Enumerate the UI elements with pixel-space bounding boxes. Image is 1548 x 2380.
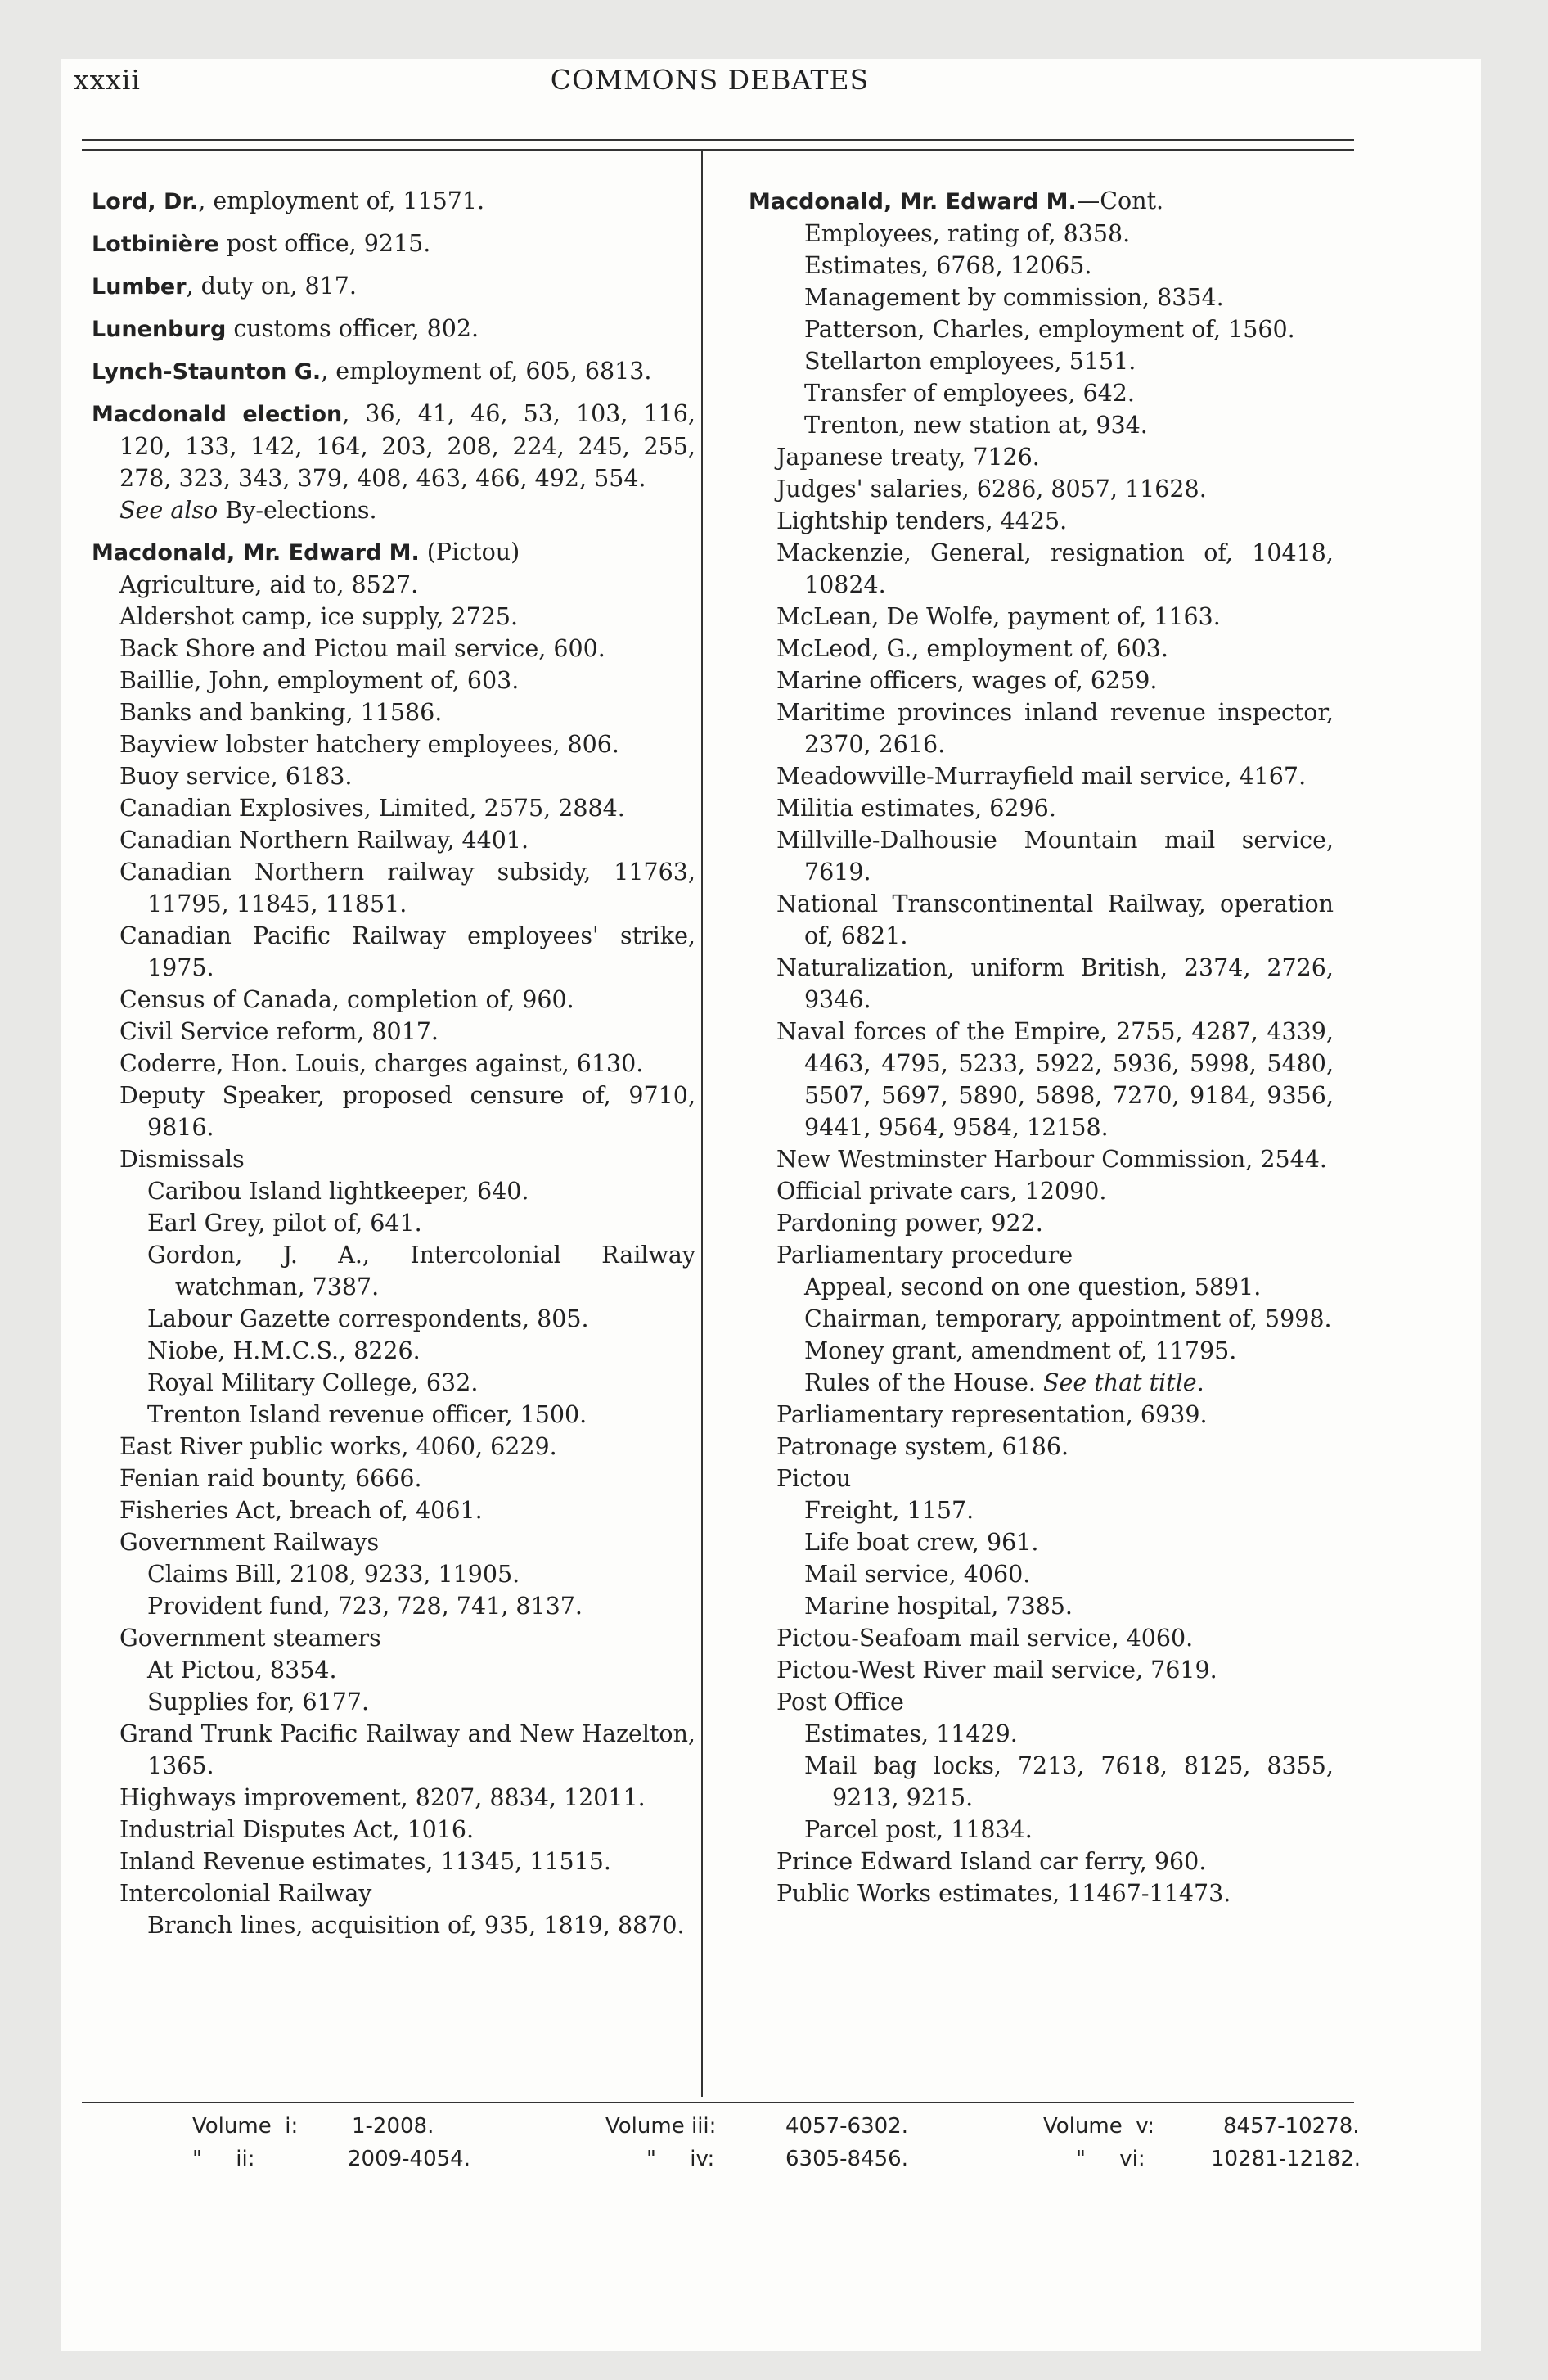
entry-heading: Macdonald, Mr. Edward M. [92, 540, 420, 566]
index-subentry [92, 1207, 695, 1239]
index-subentry [92, 696, 695, 728]
index-subentry [92, 1175, 695, 1207]
entry-text: Meadowville-Murrayfield mail service, 4167. [776, 763, 1307, 790]
volume-3-label: Volume iii: [605, 2114, 717, 2139]
index-subentry [749, 377, 1334, 409]
index-subentry [749, 409, 1334, 441]
entry-text: Highways improvement, 8207, 8834, 12011. [119, 1784, 646, 1811]
index-subentry [92, 1367, 695, 1399]
index-subentry [92, 1782, 695, 1814]
index-heading-entry [92, 270, 695, 303]
index-subentry [749, 1367, 1334, 1399]
entry-text: New Westminster Harbour Commission, 2544. [776, 1146, 1327, 1173]
entry-text: Branch lines, acquisition of, 935, 1819, 8870. [147, 1912, 685, 1939]
index-subentry [749, 1431, 1334, 1463]
entry-text: Buoy service, 6183. [119, 763, 353, 790]
volume-5-label: Volume v: [1043, 2114, 1154, 2139]
index-subentry [92, 1526, 695, 1558]
index-subentry [749, 1558, 1334, 1590]
entry-heading: Lord, Dr. [92, 189, 199, 214]
entry-text: Back Shore and Pictou mail service, 600. [119, 635, 605, 662]
index-subentry [92, 494, 695, 526]
entry-text: Parliamentary procedure [776, 1242, 1073, 1269]
page-number: xxxii [74, 64, 141, 96]
index-subentry [92, 1654, 695, 1686]
entry-text: Prince Edward Island car ferry, 960. [776, 1848, 1207, 1875]
entry-text: Public Works estimates, 11467-11473. [776, 1880, 1231, 1907]
index-subentry [92, 1239, 695, 1303]
index-subentry [749, 250, 1334, 282]
entry-text: post office, 9215. [218, 230, 431, 257]
entry-text: Rules of the House. [804, 1369, 1043, 1396]
entry-text: Fenian raid bounty, 6666. [119, 1465, 422, 1492]
entry-text: Gordon, J. A., Intercolonial Railway watchman, 7387. [147, 1242, 695, 1300]
entry-text: Mail service, 4060. [804, 1561, 1031, 1588]
entry-text: Pictou-West River mail service, 7619. [776, 1657, 1217, 1684]
index-heading-entry [92, 313, 695, 345]
entry-text: Transfer of employees, 642. [804, 380, 1135, 407]
index-subentry [749, 1686, 1334, 1718]
entry-text: Appeal, second on one question, 5891. [804, 1273, 1262, 1300]
index-subentry [92, 920, 695, 984]
index-subentry [749, 1335, 1334, 1367]
index-heading-entry [92, 185, 695, 218]
index-subentry [92, 1558, 695, 1590]
entry-text: Government steamers [119, 1625, 381, 1652]
index-subentry [749, 1303, 1334, 1335]
index-subentry [92, 1431, 695, 1463]
entry-text: Official private cars, 12090. [776, 1178, 1107, 1205]
entry-text: Baillie, John, employment of, 603. [119, 667, 520, 694]
entry-text: Mail bag locks, 7213, 7618, 8125, 8355, 9213, 9215. [804, 1752, 1334, 1811]
volume-1-label: Volume i: [192, 2114, 299, 2139]
left-column [92, 185, 695, 1941]
entry-text: , 36, 41, 46, 53, 103, 116, 120, 133, 142, 164, 203, 208, 224, 245, 255, 278, 323, 343, 379, 408, 463, 466, 492, 554. [119, 400, 695, 492]
entry-text: Deputy Speaker, proposed censure of, 9710, 9816. [119, 1082, 695, 1141]
entry-text: Pictou [776, 1465, 852, 1492]
index-heading-entry [92, 398, 695, 494]
entry-text: Stellarton employees, 5151. [804, 348, 1136, 375]
entry-heading: Macdonald election [92, 402, 343, 427]
index-subentry [749, 696, 1334, 760]
entry-text: Earl Grey, pilot of, 641. [147, 1210, 422, 1237]
entry-text: customs officer, 802. [226, 315, 479, 342]
header-double-rule [82, 139, 1354, 151]
entry-text: Trenton Island revenue officer, 1500. [147, 1401, 587, 1428]
entry-text: Industrial Disputes Act, 1016. [119, 1816, 475, 1843]
entry-text: Fisheries Act, breach of, 4061. [119, 1497, 483, 1524]
index-subentry [92, 1814, 695, 1846]
index-subentry [749, 792, 1334, 824]
entry-text: Civil Service reform, 8017. [119, 1018, 439, 1045]
entry-text: Provident fund, 723, 728, 741, 8137. [147, 1593, 583, 1620]
index-subentry [92, 1590, 695, 1622]
column-divider [701, 149, 703, 2097]
volume-4-range: 6305-8456. [785, 2147, 908, 2171]
index-subentry [749, 1175, 1334, 1207]
index-subentry [92, 1080, 695, 1143]
entry-text: Supplies for, 6177. [147, 1688, 370, 1715]
index-subentry [749, 888, 1334, 952]
entry-text: Bayview lobster hatchery employees, 806. [119, 731, 619, 758]
entry-text: Patterson, Charles, employment of, 1560. [804, 316, 1295, 343]
entry-text: Canadian Pacific Railway employees' strike, 1975. [119, 922, 695, 981]
entry-text: Trenton, new station at, 934. [804, 412, 1148, 439]
index-subentry [749, 1814, 1334, 1846]
entry-text: Life boat crew, 961. [804, 1529, 1039, 1556]
entry-text: Management by commission, 8354. [804, 284, 1224, 311]
index-subentry [92, 1622, 695, 1654]
running-title: COMMONS DEBATES [550, 64, 870, 96]
index-subentry [749, 1590, 1334, 1622]
entry-text: Pardoning power, 922. [776, 1210, 1043, 1237]
index-subentry [749, 952, 1334, 1016]
entry-text: By-elections. [218, 497, 377, 524]
entry-text: Mackenzie, General, resignation of, 10418, 10824. [776, 539, 1334, 598]
index-subentry [749, 760, 1334, 792]
index-subentry [92, 1335, 695, 1367]
entry-heading: Lotbinière [92, 232, 219, 257]
index-subentry [92, 1303, 695, 1335]
entry-text: Naturalization, uniform British, 2374, 2726, 9346. [776, 954, 1334, 1013]
index-subentry [92, 633, 695, 665]
index-heading-entry [92, 355, 695, 388]
cross-reference: See that title. [1042, 1369, 1204, 1396]
page-header [74, 64, 1346, 113]
index-heading-entry [92, 536, 695, 569]
entry-text: Japanese treaty, 7126. [776, 444, 1040, 471]
entry-text: (Pictou) [419, 539, 520, 566]
entry-text: , employment of, 605, 6813. [321, 358, 652, 385]
volume-4-label: " iv: [646, 2147, 715, 2171]
entry-text: Judges' salaries, 6286, 8057, 11628. [776, 476, 1207, 503]
entry-text: Census of Canada, completion of, 960. [119, 986, 574, 1013]
entry-text: Caribou Island lightkeeper, 640. [147, 1178, 529, 1205]
entry-text: Marine hospital, 7385. [804, 1593, 1073, 1620]
index-subentry [749, 473, 1334, 505]
entry-text: Chairman, temporary, appointment of, 5998. [804, 1305, 1332, 1332]
index-subentry [749, 313, 1334, 345]
index-subentry [92, 1048, 695, 1080]
index-heading-entry [749, 185, 1334, 218]
index-subentry [92, 1909, 695, 1941]
entry-text: Government Railways [119, 1529, 380, 1556]
entry-text: Canadian Explosives, Limited, 2575, 2884. [119, 795, 625, 822]
entry-text: McLeod, G., employment of, 603. [776, 635, 1168, 662]
cross-reference: See also [119, 497, 218, 524]
entry-text: Employees, rating of, 8358. [804, 220, 1131, 247]
entry-text: Labour Gazette correspondents, 805. [147, 1305, 589, 1332]
index-subentry [92, 569, 695, 601]
entry-text: Estimates, 6768, 12065. [804, 252, 1092, 279]
index-subentry [92, 1718, 695, 1782]
entry-text: Dismissals [119, 1146, 245, 1173]
entry-text: Post Office [776, 1688, 904, 1715]
entry-heading: Lumber [92, 274, 187, 300]
volume-key-footer [115, 2110, 1366, 2184]
index-subentry [749, 1143, 1334, 1175]
index-subentry [92, 1016, 695, 1048]
index-subentry [749, 218, 1334, 250]
entry-text: Pictou-Seafoam mail service, 4060. [776, 1625, 1194, 1652]
entry-text: Canadian Northern railway subsidy, 11763, 11795, 11845, 11851. [119, 859, 695, 917]
index-subentry [92, 665, 695, 696]
index-subentry [749, 282, 1334, 313]
entry-text: Naval forces of the Empire, 2755, 4287, 4339, 4463, 4795, 5233, 5922, 5936, 5998, 5480, 5507, 5697, 5890, 5898, 7270, 9184, 9356, 9441, 9564, 9584, 12158. [776, 1018, 1334, 1141]
index-subentry [749, 441, 1334, 473]
index-subentry [92, 1877, 695, 1909]
index-subentry [92, 1463, 695, 1494]
index-subentry [92, 1846, 695, 1877]
index-subentry [749, 345, 1334, 377]
index-subentry [92, 1143, 695, 1175]
index-subentry [749, 1271, 1334, 1303]
entry-text: East River public works, 4060, 6229. [119, 1433, 557, 1460]
index-subentry [749, 1463, 1334, 1494]
index-subentry [749, 537, 1334, 601]
index-subentry [92, 728, 695, 760]
entry-text: Freight, 1157. [804, 1497, 974, 1524]
entry-text: Aldershot camp, ice supply, 2725. [119, 603, 519, 630]
index-subentry [92, 824, 695, 856]
entry-text: Lightship tenders, 4425. [776, 507, 1068, 534]
entry-text: Estimates, 11429. [804, 1720, 1018, 1747]
volume-6-label: " vi: [1076, 2147, 1145, 2171]
index-subentry [749, 1016, 1334, 1143]
index-subentry [749, 1526, 1334, 1558]
entry-text: Royal Military College, 632. [147, 1369, 479, 1396]
entry-text: Agriculture, aid to, 8527. [119, 571, 419, 598]
index-subentry [749, 1494, 1334, 1526]
index-subentry [749, 1877, 1334, 1909]
entry-text: National Transcontinental Railway, operation of, 6821. [776, 890, 1334, 949]
entry-heading: Lynch-Staunton G. [92, 359, 322, 385]
volume-6-range: 10281-12182. [1211, 2147, 1361, 2171]
entry-text: , duty on, 817. [186, 273, 357, 300]
index-subentry [749, 1239, 1334, 1271]
index-subentry [749, 633, 1334, 665]
entry-text: Parliamentary representation, 6939. [776, 1401, 1208, 1428]
entry-text: Coderre, Hon. Louis, charges against, 6130. [119, 1050, 644, 1077]
entry-text: Intercolonial Railway [119, 1880, 372, 1907]
index-subentry [749, 1718, 1334, 1750]
index-subentry [749, 1622, 1334, 1654]
entry-heading: Macdonald, Mr. Edward M. [749, 189, 1077, 214]
index-subentry [92, 856, 695, 920]
index-subentry [749, 1654, 1334, 1686]
index-subentry [749, 601, 1334, 633]
entry-text: Inland Revenue estimates, 11345, 11515. [119, 1848, 611, 1875]
footer-rule [82, 2102, 1354, 2103]
entry-text: Niobe, H.M.C.S., 8226. [147, 1337, 421, 1364]
entry-text: Money grant, amendment of, 11795. [804, 1337, 1237, 1364]
entry-text: Millville-Dalhousie Mountain mail service, 7619. [776, 827, 1334, 886]
index-subentry [92, 1494, 695, 1526]
entry-text: McLean, De Wolfe, payment of, 1163. [776, 603, 1221, 630]
index-subentry [749, 1750, 1334, 1814]
entry-text: Canadian Northern Railway, 4401. [119, 827, 529, 854]
volume-5-range: 8457-10278. [1223, 2114, 1360, 2139]
entry-text: , employment of, 11571. [198, 187, 485, 214]
volume-3-range: 4057-6302. [785, 2114, 908, 2139]
index-subentry [749, 1207, 1334, 1239]
entry-text: Patronage system, 6186. [776, 1433, 1069, 1460]
entry-text: Claims Bill, 2108, 9233, 11905. [147, 1561, 520, 1588]
right-column [749, 185, 1334, 1909]
entry-text: Parcel post, 11834. [804, 1816, 1033, 1843]
index-subentry [749, 505, 1334, 537]
index-subentry [92, 601, 695, 633]
entry-text: Grand Trunk Pacific Railway and New Hazelton, 1365. [119, 1720, 695, 1779]
index-subentry [92, 760, 695, 792]
entry-text: Militia estimates, 6296. [776, 795, 1056, 822]
index-subentry [749, 1399, 1334, 1431]
volume-2-label: " ii: [192, 2147, 255, 2171]
entry-text: Maritime provinces inland revenue inspector, 2370, 2616. [776, 699, 1334, 758]
index-subentry [92, 1399, 695, 1431]
volume-1-range: 1-2008. [352, 2114, 434, 2139]
entry-text: —Cont. [1076, 187, 1164, 214]
index-subentry [92, 792, 695, 824]
index-subentry [749, 665, 1334, 696]
entry-heading: Lunenburg [92, 317, 227, 342]
entry-text: Banks and banking, 11586. [119, 699, 443, 726]
index-subentry [92, 984, 695, 1016]
index-subentry [749, 1846, 1334, 1877]
entry-text: At Pictou, 8354. [147, 1657, 337, 1684]
volume-2-range: 2009-4054. [348, 2147, 470, 2171]
entry-text: Marine officers, wages of, 6259. [776, 667, 1158, 694]
index-heading-entry [92, 228, 695, 260]
index-subentry [92, 1686, 695, 1718]
index-subentry [749, 824, 1334, 888]
